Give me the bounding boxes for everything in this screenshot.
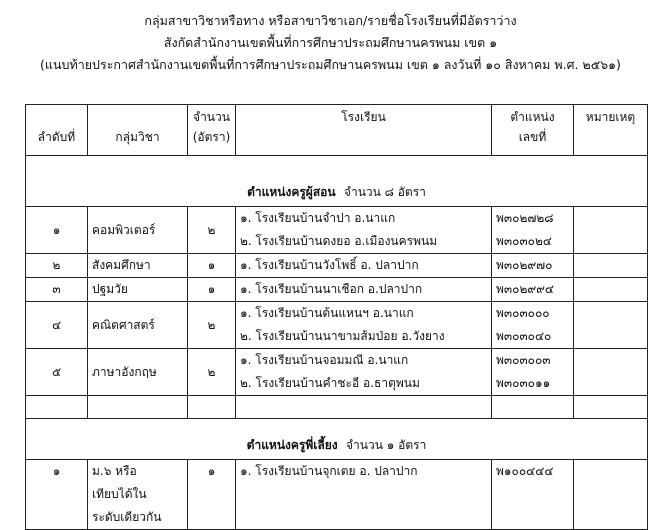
row-schools: ๑. โรงเรียนบ้านวังโพธิ์ อ. ปลาปาก xyxy=(236,254,492,278)
row-schools: ๑. โรงเรียนบ้านจำปา อ.นาแก ๒. โรงเรียนบ้านดงยอ อ.เมืองนครพนม xyxy=(236,207,492,254)
header-line-2: สังกัดสำนักงานเขตพื้นที่การศึกษาประถมศึกษานครพนม เขต ๑ xyxy=(163,35,498,50)
section-title-caretaker: ตำแหน่งครูพี่เลี้ยง จำนวน ๑ อัตรา xyxy=(26,419,648,460)
row-count: ๒ xyxy=(188,349,236,396)
section-title-teacher: ตำแหน่งครูผู้สอน จำนวน ๘ อัตรา xyxy=(26,156,648,207)
row-schools: ๑. โรงเรียนบ้านจอมมณี อ.นาแก ๒. โรงเรียนบ้านคำชะอี อ.ธาตุพนม xyxy=(236,349,492,396)
row-order: ๒ xyxy=(26,254,88,278)
row-note xyxy=(574,254,648,278)
row-note xyxy=(574,349,648,396)
row-subject: สังคมศึกษา xyxy=(88,254,188,278)
row-order: ๑ xyxy=(26,207,88,254)
row-subject: ภาษาอังกฤษ xyxy=(88,349,188,396)
row-subject: คอมพิวเตอร์ xyxy=(88,207,188,254)
col-header-note: หมายเหตุ xyxy=(574,105,648,156)
row-subject: คณิตศาสตร์ xyxy=(88,302,188,349)
row-order: ๓ xyxy=(26,278,88,302)
col-header-count: จำนวน (อัตรา) xyxy=(188,105,236,156)
row-count: ๑ xyxy=(188,460,236,530)
row-positions: พ๓๐๓๐๐๓ พ๓๐๓๐๑๑ xyxy=(492,349,574,396)
row-note xyxy=(574,460,648,530)
col-header-position: ตำแหน่ง เลขที่ xyxy=(492,105,574,156)
row-count: ๑ xyxy=(188,254,236,278)
row-order: ๕ xyxy=(26,349,88,396)
row-positions: พ๑๐๐๔๔๔ xyxy=(492,460,574,530)
row-subject: ม.๖ หรือ เทียบได้ใน ระดับเดียวกัน xyxy=(88,460,188,530)
row-positions: พ๓๐๒๙๙๔ xyxy=(492,278,574,302)
section-row-caretaker xyxy=(26,419,648,460)
table-row xyxy=(26,254,648,278)
col-header-school: โรงเรียน xyxy=(236,105,492,156)
vacancy-table xyxy=(25,104,648,530)
row-schools: ๑. โรงเรียนบ้านต้นแหนฯ อ.นาแก ๒. โรงเรียนบ้านนาขามส้มป่อย อ.วังยาง xyxy=(236,302,492,349)
row-note xyxy=(574,302,648,349)
table-header-row xyxy=(26,105,648,156)
table-row xyxy=(26,278,648,302)
header-line-3: (แนบท้ายประกาศสำนักงานเขตพื้นที่การศึกษาประถมศึกษานครพนม เขต ๑ ลงวันที่ ๑๐ สิงหาคม พ.ศ. ๒๕๖๑) xyxy=(40,57,621,72)
table-row xyxy=(26,349,648,396)
col-header-order: ลำดับที่ xyxy=(26,105,88,156)
row-positions: พ๓๐๒๙๗๐ xyxy=(492,254,574,278)
row-count: ๒ xyxy=(188,302,236,349)
document-header xyxy=(0,0,661,76)
table-row xyxy=(26,460,648,530)
row-schools: ๑. โรงเรียนบ้านนาเชือก อ.ปลาปาก xyxy=(236,278,492,302)
spacer-row xyxy=(26,396,648,419)
row-note xyxy=(574,207,648,254)
row-order: ๑ xyxy=(26,460,88,530)
row-positions: พ๓๐๒๗๒๘ พ๓๐๓๐๒๔ xyxy=(492,207,574,254)
row-schools: ๑. โรงเรียนบ้านจุกเตย อ. ปลาปาก xyxy=(236,460,492,530)
row-note xyxy=(574,278,648,302)
row-subject: ปฐมวัย xyxy=(88,278,188,302)
table-row xyxy=(26,302,648,349)
row-order: ๔ xyxy=(26,302,88,349)
row-positions: พ๓๐๓๐๐๐ พ๓๐๓๐๔๐ xyxy=(492,302,574,349)
table-row xyxy=(26,207,648,254)
header-line-1: กลุ่มสาขาวิชาหรือทาง หรือสาขาวิชาเอก/รายชื่อโรงเรียนที่มีอัตราว่าง xyxy=(144,13,517,28)
row-count: ๒ xyxy=(188,207,236,254)
row-count: ๑ xyxy=(188,278,236,302)
col-header-subject: กลุ่มวิชา xyxy=(88,105,188,156)
section-row-teacher xyxy=(26,156,648,207)
